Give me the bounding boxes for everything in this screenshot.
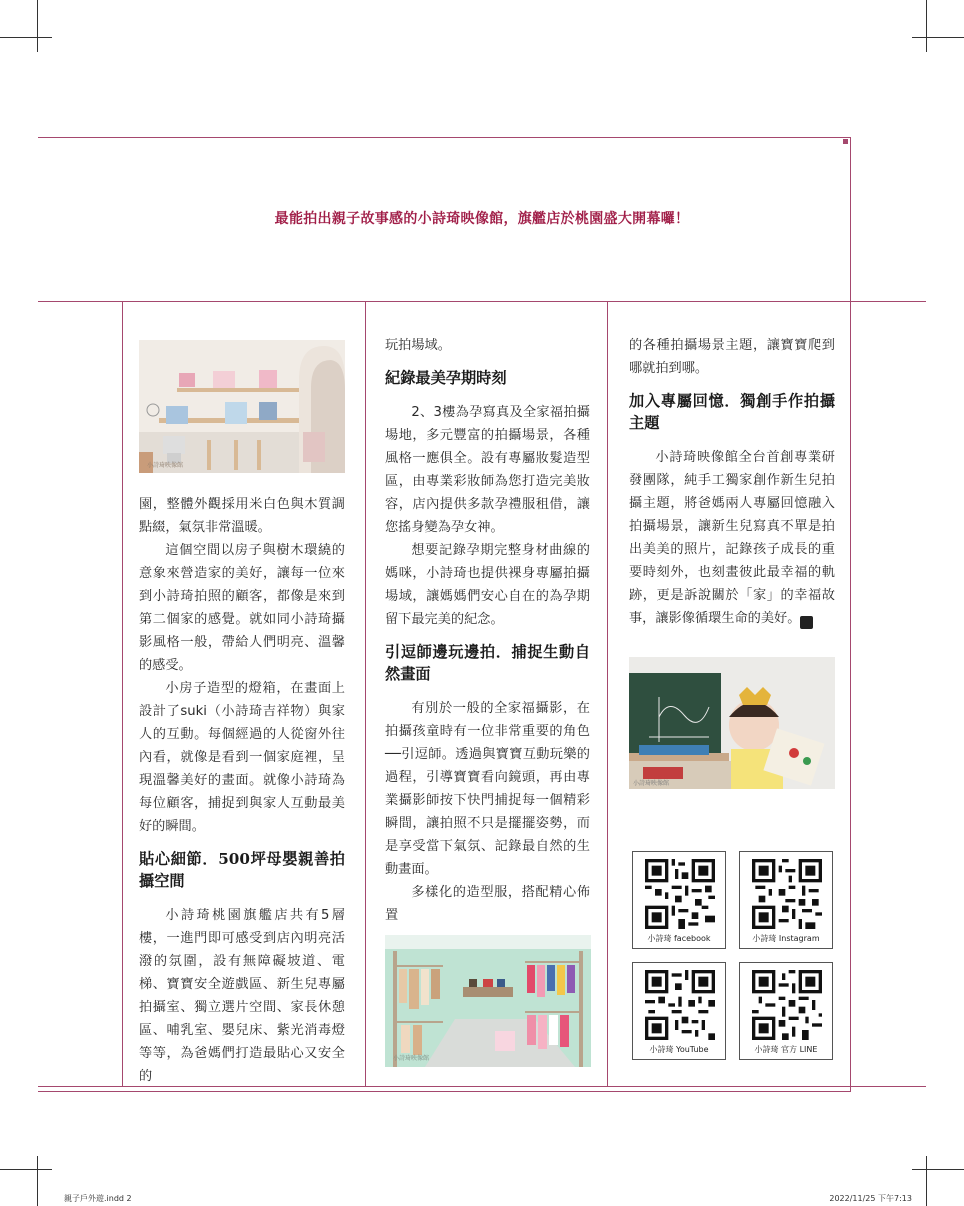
column-3 — [629, 334, 835, 630]
footer-filename: 親子戶外遊.indd 2 — [64, 1194, 132, 1203]
paragraph: 這個空間以房子與樹木環繞的意象來營造家的美好，讓每一位來到小詩琦拍照的顧客，都像是來到第二個家的感覺。就如同小詩琦攝影風格一般，帶給人們明亮、溫馨的感受。 — [139, 543, 345, 673]
crop-mark — [0, 37, 52, 38]
paragraph: 小詩琦映像館全台首創專業研發團隊，純手工獨家創作新生兒拍攝主題，將爸媽兩人專屬回憶融入拍攝場景，讓新生兒寫真不單是拍出美美的照片，記錄孩子成長的重要時刻外，也刻畫彼此最幸福的軌跡，更是訴說關於「家」的幸福故事，讓影像循環生命的美好。 — [629, 450, 835, 626]
frame-corner-dot — [843, 139, 848, 144]
baby-photo — [629, 657, 835, 789]
column-divider — [122, 301, 123, 1086]
frame-line — [38, 301, 926, 302]
photo-watermark: 小詩琦映像館 — [393, 1055, 430, 1062]
crop-mark — [912, 1169, 964, 1170]
frame-line — [38, 137, 851, 138]
crop-mark — [926, 1156, 927, 1206]
paragraph: 小詩琦桃園旗艦店共有5層樓，一進門即可感受到店內明亮活潑的氛圍，設有無障礙坡道、電梯、寶寶安全遊戲區、新生兒專屬拍攝室、獨立選片空間、家長休憩區、哺乳室、嬰兒床、紫光消毒燈等等，為爸媽們打造最貼心又安全的 — [139, 908, 345, 1084]
paragraph-with-end-mark — [629, 446, 835, 630]
paragraph: 的各種拍攝場景主題，讓寶寶爬到哪就拍到哪。 — [629, 338, 835, 376]
paragraph: 玩拍場域。 — [385, 338, 451, 353]
frame-line — [850, 137, 851, 1092]
section-heading: 引逗師邊玩邊拍．捕捉生動自然畫面 — [385, 643, 590, 683]
qr-label: 小詩琦 YouTube — [649, 1045, 709, 1054]
section-heading: 紀錄最美孕期時刻 — [385, 369, 507, 387]
headline: 最能拍出親子故事感的小詩琦映像館，旗艦店於桃園盛大開幕囉！ — [274, 211, 690, 227]
qr-label: 小詩琦 官方 LINE — [754, 1045, 818, 1054]
column-2 — [385, 334, 590, 927]
photo-watermark: 小詩琦映像館 — [147, 462, 184, 469]
qr-code-icon — [752, 970, 822, 1040]
section-heading: 貼心細節．500坪母嬰親善拍攝空間 — [139, 850, 345, 890]
qr-code-icon — [752, 859, 822, 929]
studio-interior-photo — [139, 340, 345, 473]
column-1 — [139, 493, 345, 1088]
photo-watermark: 小詩琦映像館 — [633, 780, 670, 787]
qr-label: 小詩琦 Instagram — [752, 934, 820, 943]
paragraph: 小房子造型的燈箱，在畫面上設計了suki（小詩琦吉祥物）與家人的互動。每個經過的人從窗外往內看，就像是看到一個家庭裡，呈現溫馨美好的畫面。就像小詩琦為每位顧客，捕捉到與家人互動最美好的瞬間。 — [139, 681, 345, 834]
qr-code-icon — [645, 859, 715, 929]
qr-card-instagram[interactable] — [739, 851, 833, 949]
qr-code-icon — [645, 970, 715, 1040]
section-heading: 加入專屬回憶．獨創手作拍攝主題 — [629, 392, 835, 432]
frame-line — [38, 1091, 851, 1092]
qr-label: 小詩琦 facebook — [647, 934, 711, 943]
paragraph: 想要記錄孕期完整身材曲線的媽咪，小詩琦也提供裸身專屬拍攝場域，讓媽媽們安心自在的為孕期留下最完美的紀念。 — [385, 543, 590, 627]
qr-card-facebook[interactable] — [632, 851, 726, 949]
crop-mark — [0, 1169, 52, 1170]
crop-mark — [912, 37, 964, 38]
paragraph: 有別於一般的全家福攝影，在拍攝孩童時有一位非常重要的角色──引逗師。透過與寶寶互動玩樂的過程，引導寶寶看向鏡頭，再由專業攝影師按下快門捕捉每一個精彩瞬間，讓拍照不只是擺擺姿勢，而是享受當下氣氛、記錄最自然的生動畫面。 — [385, 701, 590, 877]
crop-mark — [926, 0, 927, 52]
end-mark-icon: m — [800, 616, 813, 629]
paragraph: 2、3樓為孕寫真及全家福拍攝場地，多元豐富的拍攝場景，各種風格一應俱全。設有專屬妝髮造型區，由專業彩妝師為您打造完美妝容，店內提供多款孕禮服租借，讓您搖身變為孕女神。 — [385, 405, 590, 535]
paragraph: 多樣化的造型服，搭配精心佈置 — [385, 885, 590, 923]
column-divider — [365, 301, 366, 1086]
paragraph: 園，整體外觀採用米白色與木質調點綴，氣氛非常溫暖。 — [139, 497, 345, 535]
qr-card-youtube[interactable] — [632, 962, 726, 1060]
footer-datetime: 2022/11/25 下午7:13 — [829, 1194, 912, 1203]
crop-mark — [37, 1156, 38, 1206]
column-divider — [607, 301, 608, 1086]
costume-room-photo — [385, 935, 591, 1067]
qr-card-line[interactable] — [739, 962, 833, 1060]
crop-mark — [37, 0, 38, 52]
